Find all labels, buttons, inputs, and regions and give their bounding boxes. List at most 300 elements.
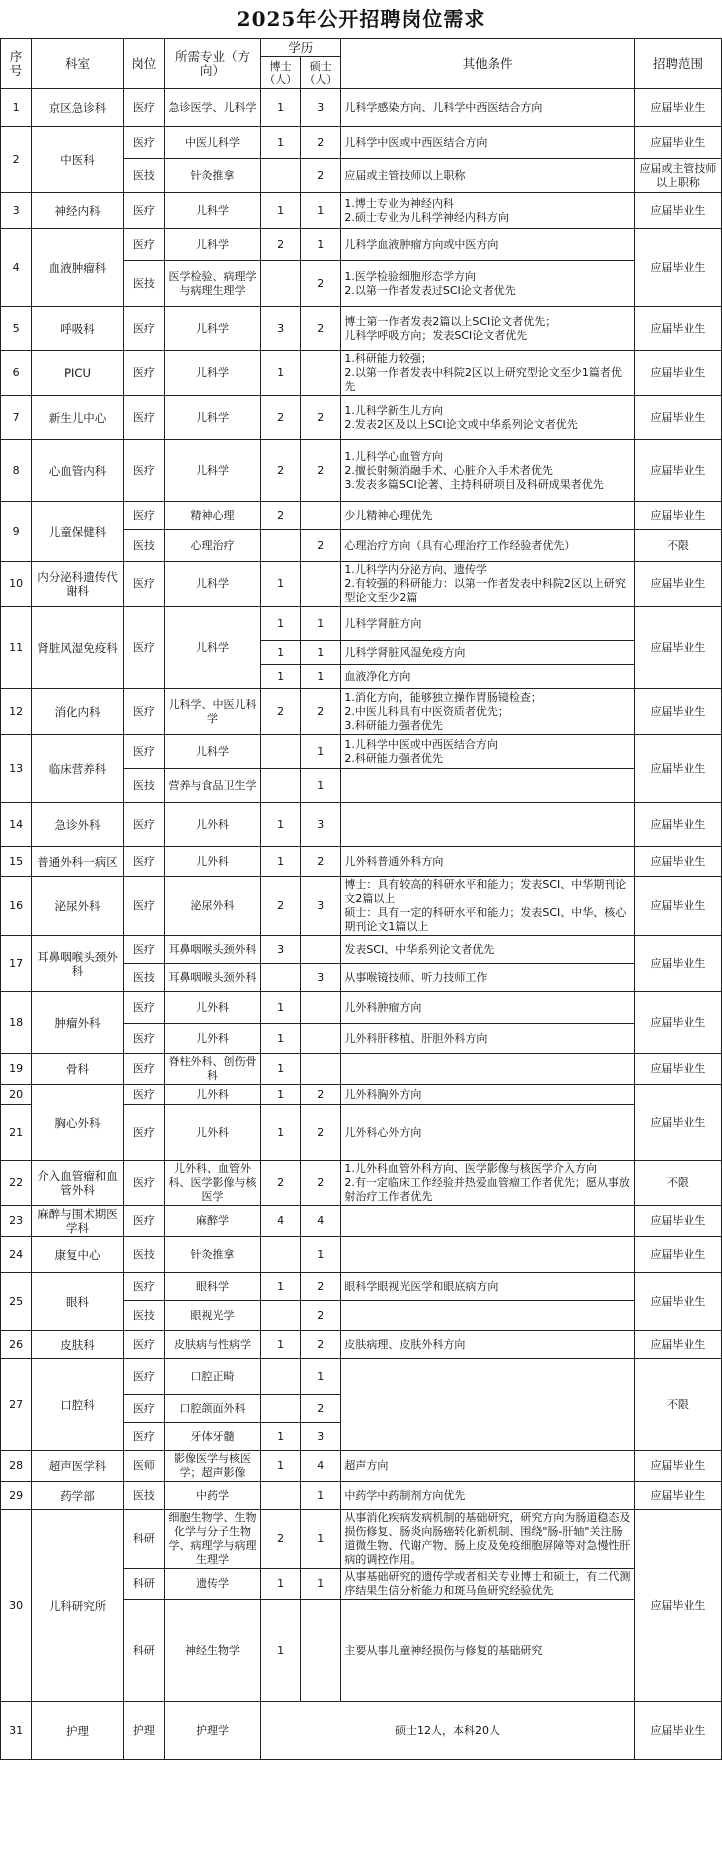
table-row [1,562,722,607]
major: 儿科学 [165,351,261,396]
recruitment-table [0,38,722,1760]
department: 骨科 [32,1054,124,1085]
recruit-scope: 不限 [634,1359,721,1451]
recruit-scope: 应届毕业生 [634,89,721,127]
table-row [1,607,722,641]
post-type: 医技 [123,530,164,562]
table-row [1,1273,722,1301]
phd-count: 1 [261,1423,301,1451]
major: 儿科学、中医儿科学 [165,689,261,735]
table-row [1,396,722,440]
post-type: 医疗 [123,127,164,159]
major: 中医儿科学 [165,127,261,159]
conditions [341,1359,635,1451]
table-row [1,992,722,1024]
conditions: 1.医学检验细胞形态学方向 2.以第一作者发表过SCI论文者优先 [341,261,635,307]
table-body [1,89,722,1760]
conditions: 1.儿外科血管外科方向、医学影像与核医学介入方向 2.有一定临床工作经验并热爱血管瘤工作者优先；愿从事放射治疗工作者优先 [341,1161,635,1206]
table-row [1,440,722,502]
conditions: 眼科学眼视光医学和眼底病方向 [341,1273,635,1301]
phd-count: 1 [261,1024,301,1054]
post-type: 医疗 [123,396,164,440]
phd-count [261,1482,301,1510]
conditions: 儿科学肾脏风湿免疫方向 [341,641,635,665]
conditions: 发表SCI、中华系列论文者优先 [341,936,635,964]
table-row [1,847,722,877]
phd-count: 1 [261,1085,301,1105]
recruit-scope: 不限 [634,530,721,562]
table-row [1,689,722,735]
post-type: 医疗 [123,193,164,229]
recruit-scope: 应届毕业生 [634,193,721,229]
recruit-scope: 应届毕业生 [634,877,721,936]
row-number: 3 [1,193,32,229]
master-count: 1 [301,1359,341,1395]
major: 中药学 [165,1482,261,1510]
master-count: 3 [301,89,341,127]
major: 儿科学 [165,735,261,769]
table-row [1,1451,722,1482]
post-type: 医疗 [123,1273,164,1301]
recruit-scope: 应届毕业生 [634,1482,721,1510]
post-type: 医疗 [123,1054,164,1085]
department: 泌尿外科 [32,877,124,936]
major: 儿外科 [165,803,261,847]
phd-count: 2 [261,689,301,735]
conditions: 儿科学中医或中西医结合方向 [341,127,635,159]
conditions: 超声方向 [341,1451,635,1482]
conditions: 1.博士专业为神经内科 2.硕士专业为儿科学神经内科方向 [341,193,635,229]
post-type: 科研 [123,1510,164,1569]
department: 呼吸科 [32,307,124,351]
conditions: 1.儿科学心血管方向 2.擅长射频消融手术、心脏介入手术者优先 3.发表多篇SCI论著、主持科研项目及科研成果者优先 [341,440,635,502]
row-number: 23 [1,1206,32,1237]
phd-count: 1 [261,1569,301,1600]
major: 营养与食品卫生学 [165,769,261,803]
major: 医学检验、病理学与病理生理学 [165,261,261,307]
row-number: 18 [1,992,32,1054]
table-row [1,193,722,229]
recruit-scope: 不限 [634,1161,721,1206]
post-type: 医疗 [123,1395,164,1423]
conditions: 博士：具有较高的科研水平和能力；发表SCI、中华期刊论文2篇以上 硕士：具有一定的科研水平和能力；发表SCI、中华、核心期刊论文1篇以上 [341,877,635,936]
table-row [1,1206,722,1237]
department: PICU [32,351,124,396]
major: 泌尿外科 [165,877,261,936]
post-type: 医疗 [123,1085,164,1105]
department: 护理 [32,1702,124,1760]
master-count: 3 [301,1423,341,1451]
table-row [1,1331,722,1359]
recruit-scope: 应届毕业生 [634,1331,721,1359]
recruit-scope: 应届毕业生 [634,1273,721,1331]
row-number: 5 [1,307,32,351]
master-count: 2 [301,1105,341,1161]
post-type: 医疗 [123,689,164,735]
row-number: 24 [1,1237,32,1273]
post-type: 护理 [123,1702,164,1760]
table-row [1,307,722,351]
conditions: 从事基础研究的遗传学或者相关专业博士和硕士，有二代测序结果生信分析能力和斑马鱼研究经验优先 [341,1569,635,1600]
department: 中医科 [32,127,124,193]
conditions [341,1054,635,1085]
post-type: 科研 [123,1600,164,1702]
master-count: 2 [301,1301,341,1331]
recruit-scope: 应届毕业生 [634,351,721,396]
conditions [341,769,635,803]
major: 针灸推拿 [165,159,261,193]
major: 脊柱外科、创伤骨科 [165,1054,261,1085]
department: 眼科 [32,1273,124,1331]
phd-count: 1 [261,562,301,607]
phd-count: 1 [261,1451,301,1482]
post-type: 医疗 [123,1331,164,1359]
conditions: 1.儿科学中医或中西医结合方向 2.科研能力强者优先 [341,735,635,769]
table-row [1,803,722,847]
phd-count: 1 [261,1054,301,1085]
table-row [1,936,722,964]
table-row [1,1510,722,1569]
table-row [1,127,722,159]
master-count: 2 [301,1273,341,1301]
post-type: 医疗 [123,440,164,502]
department: 临床营养科 [32,735,124,803]
phd-count: 1 [261,351,301,396]
conditions: 心理治疗方向（具有心理治疗工作经验者优先） [341,530,635,562]
header-no: 序号 [1,39,32,89]
conditions: 应届或主管技师以上职称 [341,159,635,193]
row-number: 28 [1,1451,32,1482]
phd-count: 1 [261,193,301,229]
phd-count: 1 [261,607,301,641]
post-type: 医疗 [123,229,164,261]
conditions: 1.儿科学内分泌方向、遗传学 2.有较强的科研能力：以第一作者发表中科院2区以上研究型论文至少2篇 [341,562,635,607]
table-row [1,1237,722,1273]
recruit-scope: 应届毕业生 [634,735,721,803]
department: 儿科研究所 [32,1510,124,1702]
post-type: 医技 [123,769,164,803]
department: 内分泌科遗传代谢科 [32,562,124,607]
major: 口腔颌面外科 [165,1395,261,1423]
post-type: 医疗 [123,1105,164,1161]
row-number: 1 [1,89,32,127]
conditions: 儿外科肝移植、肝胆外科方向 [341,1024,635,1054]
department: 胸心外科 [32,1085,124,1161]
master-count: 1 [301,607,341,641]
post-type: 医疗 [123,502,164,530]
major: 精神心理 [165,502,261,530]
table-row [1,877,722,936]
phd-count [261,964,301,992]
conditions: 主要从事儿童神经损伤与修复的基础研究 [341,1600,635,1702]
post-type: 医疗 [123,351,164,396]
conditions: 儿外科胸外方向 [341,1085,635,1105]
major: 耳鼻咽喉头颈外科 [165,964,261,992]
conditions: 中药学中药制剂方向优先 [341,1482,635,1510]
master-count: 2 [301,689,341,735]
table-row [1,229,722,261]
recruit-scope: 应届毕业生 [634,1237,721,1273]
department: 血液肿瘤科 [32,229,124,307]
row-number: 19 [1,1054,32,1085]
post-type: 科研 [123,1569,164,1600]
master-count: 2 [301,307,341,351]
post-type: 医技 [123,1301,164,1331]
major: 影像医学与核医学；超声影像 [165,1451,261,1482]
recruit-scope: 应届毕业生 [634,396,721,440]
master-count: 1 [301,1569,341,1600]
master-count: 4 [301,1206,341,1237]
phd-count: 2 [261,877,301,936]
master-count: 2 [301,1331,341,1359]
major: 儿外科 [165,1085,261,1105]
major: 皮肤病与性病学 [165,1331,261,1359]
row-number: 9 [1,502,32,562]
master-count: 2 [301,159,341,193]
master-count: 2 [301,127,341,159]
master-count [301,936,341,964]
phd-count: 4 [261,1206,301,1237]
post-type: 医疗 [123,1161,164,1206]
recruit-scope: 应届毕业生 [634,936,721,992]
recruit-scope: 应届或主管技师以上职称 [634,159,721,193]
header-dept: 科室 [32,39,124,89]
phd-count: 1 [261,1273,301,1301]
row-number: 7 [1,396,32,440]
header-phd: 博士（人） [261,57,301,89]
recruit-scope: 应届毕业生 [634,229,721,307]
master-count: 1 [301,641,341,665]
row-number: 25 [1,1273,32,1331]
master-count [301,1054,341,1085]
major: 牙体牙髓 [165,1423,261,1451]
major: 眼视光学 [165,1301,261,1331]
phd-count: 2 [261,1510,301,1569]
master-count: 3 [301,803,341,847]
row-number: 10 [1,562,32,607]
recruit-scope: 应届毕业生 [634,1510,721,1702]
table-row [1,89,722,127]
table-row [1,1482,722,1510]
major: 细胞生物学、生物化学与分子生物学、病理学与病理生理学 [165,1510,261,1569]
row-number: 12 [1,689,32,735]
recruit-scope: 应届毕业生 [634,607,721,689]
major: 麻醉学 [165,1206,261,1237]
post-type: 医疗 [123,1359,164,1395]
conditions: 从事喉镜技师、听力技师工作 [341,964,635,992]
phd-count [261,1237,301,1273]
department: 康复中心 [32,1237,124,1273]
master-count: 1 [301,665,341,689]
conditions: 儿外科心外方向 [341,1105,635,1161]
department: 超声医学科 [32,1451,124,1482]
department: 药学部 [32,1482,124,1510]
phd-count: 3 [261,936,301,964]
master-count: 1 [301,769,341,803]
major: 急诊医学、儿科学 [165,89,261,127]
major: 遗传学 [165,1569,261,1600]
post-type: 医疗 [123,607,164,689]
recruit-scope: 应届毕业生 [634,803,721,847]
post-type: 医疗 [123,1206,164,1237]
post-type: 医技 [123,159,164,193]
header-education: 学历 [261,39,341,57]
phd-count [261,261,301,307]
major: 耳鼻咽喉头颈外科 [165,936,261,964]
major: 儿外科、血管外科、医学影像与核医学 [165,1161,261,1206]
post-type: 医疗 [123,307,164,351]
department: 皮肤科 [32,1331,124,1359]
post-type: 医疗 [123,877,164,936]
recruit-scope: 应届毕业生 [634,1085,721,1161]
phd-count: 1 [261,89,301,127]
conditions: 从事消化疾病发病机制的基础研究，研究方向为肠道稳态及损伤修复、肠炎向肠癌转化新机制、围绕"肠-肝轴"关注肠道微生物、代谢产物、肠上皮及免疫细胞屏障等对急慢性肝病的调控作用。 [341,1510,635,1569]
recruit-scope: 应届毕业生 [634,847,721,877]
post-type: 医师 [123,1451,164,1482]
row-number: 8 [1,440,32,502]
master-count [301,562,341,607]
department: 急诊外科 [32,803,124,847]
table-row [1,1161,722,1206]
phd-count: 2 [261,440,301,502]
row-number: 16 [1,877,32,936]
recruit-scope: 应届毕业生 [634,440,721,502]
post-type: 医疗 [123,89,164,127]
post-type: 医疗 [123,562,164,607]
merged-count: 硕士12人，本科20人 [261,1702,635,1760]
header-conditions: 其他条件 [341,39,635,89]
department: 普通外科一病区 [32,847,124,877]
conditions [341,1237,635,1273]
phd-count: 1 [261,992,301,1024]
post-type: 医技 [123,964,164,992]
master-count: 2 [301,1161,341,1206]
conditions: 皮肤病理、皮肤外科方向 [341,1331,635,1359]
phd-count: 2 [261,229,301,261]
phd-count: 1 [261,127,301,159]
department: 口腔科 [32,1359,124,1451]
phd-count [261,1301,301,1331]
post-type: 医疗 [123,992,164,1024]
master-count [301,502,341,530]
major: 儿科学 [165,229,261,261]
conditions: 儿科学肾脏方向 [341,607,635,641]
phd-count [261,769,301,803]
department: 麻醉与围术期医学科 [32,1206,124,1237]
row-number: 11 [1,607,32,689]
phd-count [261,1359,301,1395]
phd-count: 1 [261,1105,301,1161]
recruit-scope: 应届毕业生 [634,992,721,1054]
conditions [341,1301,635,1331]
post-type: 医技 [123,1237,164,1273]
phd-count: 2 [261,1161,301,1206]
table-row [1,735,722,769]
conditions [341,803,635,847]
phd-count: 1 [261,641,301,665]
recruit-scope: 应届毕业生 [634,1054,721,1085]
row-number: 26 [1,1331,32,1359]
row-number: 6 [1,351,32,396]
master-count: 2 [301,396,341,440]
department: 耳鼻咽喉头颈外科 [32,936,124,992]
recruit-scope: 应届毕业生 [634,502,721,530]
phd-count: 2 [261,396,301,440]
major: 儿外科 [165,992,261,1024]
post-type: 医技 [123,261,164,307]
conditions: 博士第一作者发表2篇以上SCI论文者优先； 儿科学呼吸方向；发表SCI论文者优先 [341,307,635,351]
header-post: 岗位 [123,39,164,89]
row-number: 21 [1,1105,32,1161]
conditions: 儿科学感染方向、儿科学中西医结合方向 [341,89,635,127]
department: 京区急诊科 [32,89,124,127]
phd-count: 3 [261,307,301,351]
phd-count [261,159,301,193]
major: 儿外科 [165,1024,261,1054]
row-number: 29 [1,1482,32,1510]
department: 介入血管瘤和血管外科 [32,1161,124,1206]
major: 儿科学 [165,440,261,502]
master-count: 2 [301,261,341,307]
department: 儿童保健科 [32,502,124,562]
master-count: 1 [301,193,341,229]
table-row [1,1054,722,1085]
phd-count: 1 [261,1600,301,1702]
master-count: 2 [301,530,341,562]
recruit-scope: 应届毕业生 [634,1451,721,1482]
master-count [301,1600,341,1702]
phd-count [261,530,301,562]
major: 儿外科 [165,847,261,877]
recruit-scope: 应届毕业生 [634,1702,721,1760]
row-number: 30 [1,1510,32,1702]
post-type: 医疗 [123,936,164,964]
phd-count [261,1395,301,1423]
department: 新生儿中心 [32,396,124,440]
master-count: 3 [301,877,341,936]
row-number: 4 [1,229,32,307]
master-count: 1 [301,1510,341,1569]
recruit-scope: 应届毕业生 [634,307,721,351]
conditions: 1.科研能力较强； 2.以第一作者发表中科院2区以上研究型论文至少1篇者优先 [341,351,635,396]
conditions: 1.儿科学新生儿方向 2.发表2区及以上SCI论文或中华系列论文者优先 [341,396,635,440]
table-row [1,1702,722,1760]
row-number: 20 [1,1085,32,1105]
master-count: 2 [301,847,341,877]
master-count: 1 [301,735,341,769]
post-type: 医疗 [123,847,164,877]
master-count: 1 [301,1482,341,1510]
master-count: 3 [301,964,341,992]
recruit-scope: 应届毕业生 [634,689,721,735]
phd-count: 1 [261,665,301,689]
conditions: 儿科学血液肿瘤方向或中医方向 [341,229,635,261]
header-major: 所需专业（方向） [165,39,261,89]
phd-count: 1 [261,1331,301,1359]
post-type: 医疗 [123,1423,164,1451]
department: 肿瘤外科 [32,992,124,1054]
row-number: 27 [1,1359,32,1451]
table-row [1,502,722,530]
conditions: 儿外科肿瘤方向 [341,992,635,1024]
row-number: 15 [1,847,32,877]
major: 儿科学 [165,396,261,440]
phd-count: 2 [261,502,301,530]
department: 心血管内科 [32,440,124,502]
major: 儿科学 [165,307,261,351]
phd-count: 1 [261,803,301,847]
major: 口腔正畸 [165,1359,261,1395]
